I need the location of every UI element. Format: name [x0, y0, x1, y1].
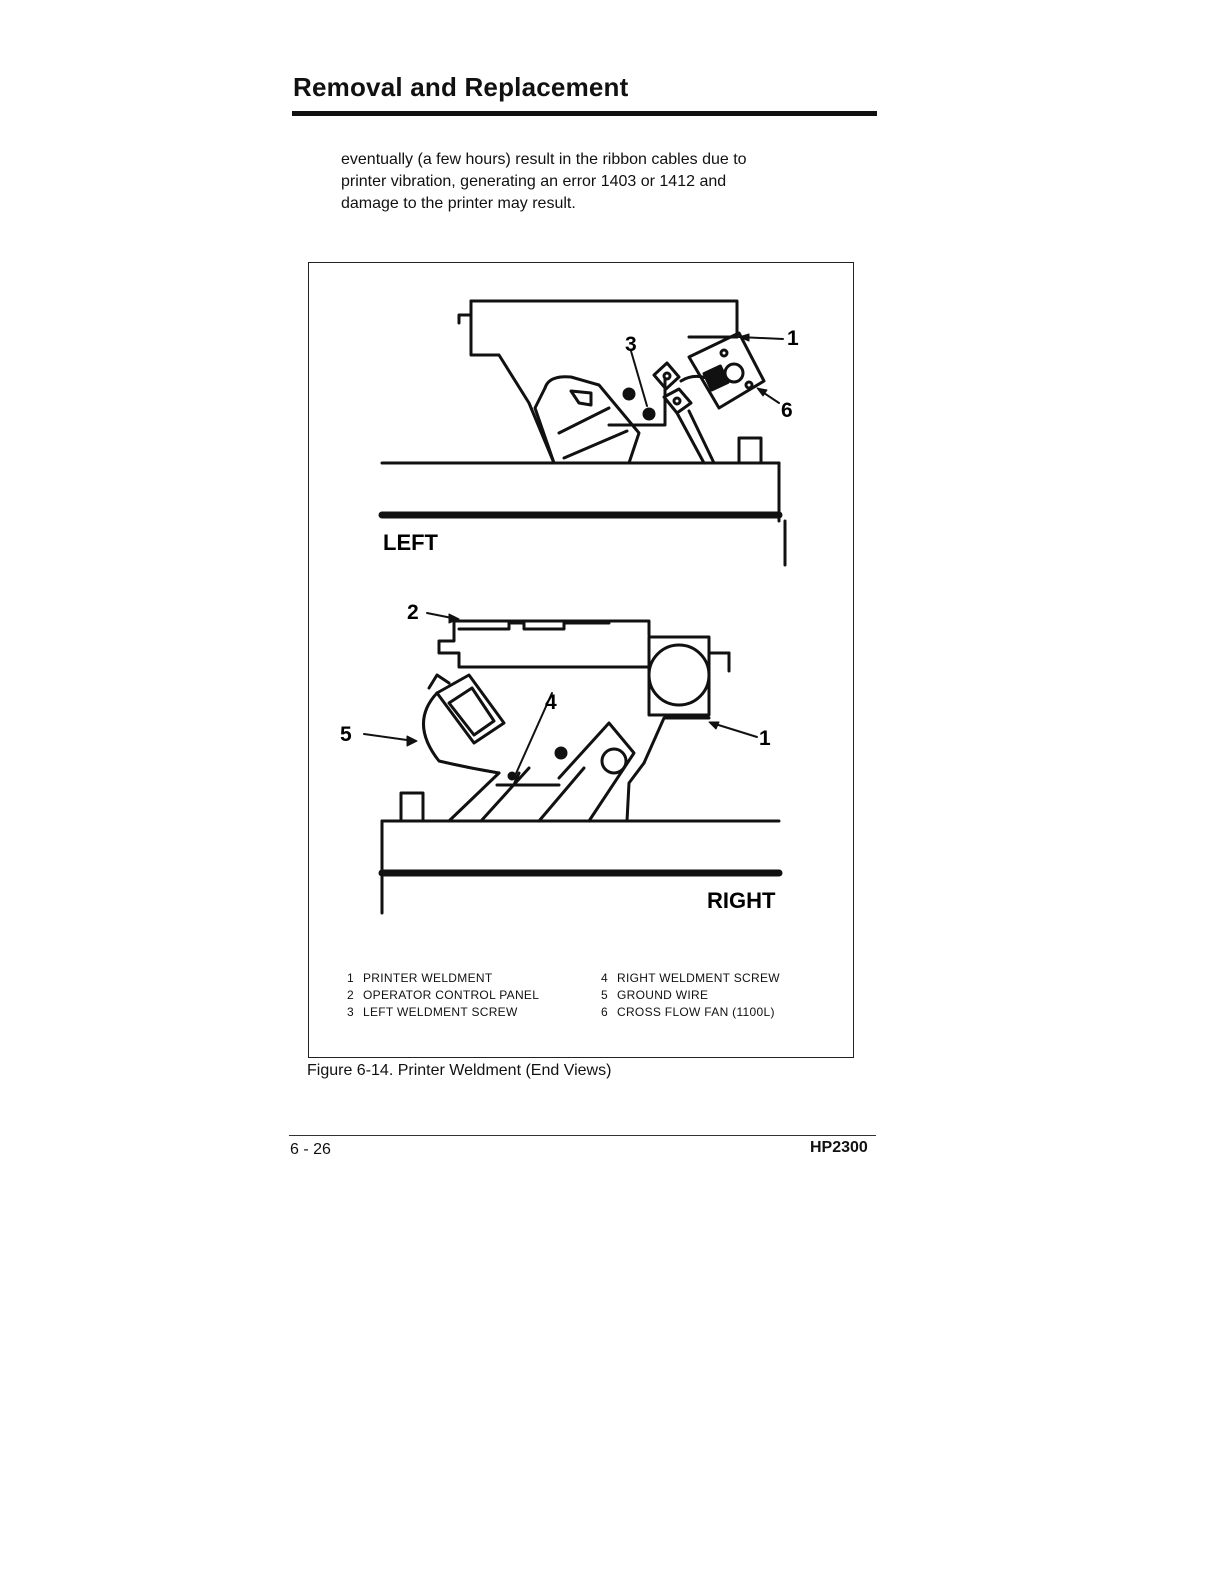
right-view-drawing [364, 613, 779, 913]
right-view-label: RIGHT [707, 888, 776, 913]
callout-label: 1 [759, 727, 771, 750]
legend-label: OPERATOR CONTROL PANEL [363, 988, 540, 1002]
callout-label: 4 [545, 691, 557, 714]
legend-number: 5 [601, 988, 608, 1002]
body-line: eventually (a few hours) result in the ribbon cables due to [341, 151, 747, 168]
legend-number: 2 [347, 988, 354, 1002]
footer-rule [289, 1135, 876, 1136]
callout-label: 5 [340, 723, 352, 746]
legend-item [601, 987, 780, 1004]
left-view-drawing [382, 301, 785, 565]
legend-column [347, 970, 539, 1021]
legend-item [601, 1004, 780, 1021]
printer-weldment-diagram [309, 263, 855, 963]
legend-item [347, 1004, 539, 1021]
figure-caption: Figure 6-14. Printer Weldment (End Views) [307, 1062, 612, 1079]
legend-number: 6 [601, 1005, 608, 1019]
legend-item [347, 987, 539, 1004]
legend-label: GROUND WIRE [617, 988, 709, 1002]
callout-label: 2 [407, 601, 419, 624]
legend-number: 1 [347, 971, 354, 985]
legend-number: 4 [601, 971, 608, 985]
legend-column [601, 970, 780, 1021]
legend-label: PRINTER WELDMENT [363, 971, 493, 985]
legend-item [601, 970, 780, 987]
figure-frame [308, 262, 854, 1058]
callout-label: 3 [625, 333, 637, 356]
title-rule [292, 111, 877, 116]
legend-label: RIGHT WELDMENT SCREW [617, 971, 780, 985]
body-line: damage to the printer may result. [341, 195, 576, 212]
body-line: printer vibration, generating an error 1403 or 1412 and [341, 173, 727, 190]
page-number: 6 - 26 [290, 1141, 331, 1158]
section-title: Removal and Replacement [293, 72, 629, 102]
body-paragraph [341, 149, 861, 215]
document-id: HP2300 [810, 1139, 868, 1156]
callout-label: 1 [787, 327, 799, 350]
legend-item [347, 970, 539, 987]
callout-label: 6 [781, 399, 793, 422]
legend-label: CROSS FLOW FAN (1100L) [617, 1005, 775, 1019]
legend-label: LEFT WELDMENT SCREW [363, 1005, 518, 1019]
left-view-label: LEFT [383, 530, 438, 555]
legend-number: 3 [347, 1005, 354, 1019]
